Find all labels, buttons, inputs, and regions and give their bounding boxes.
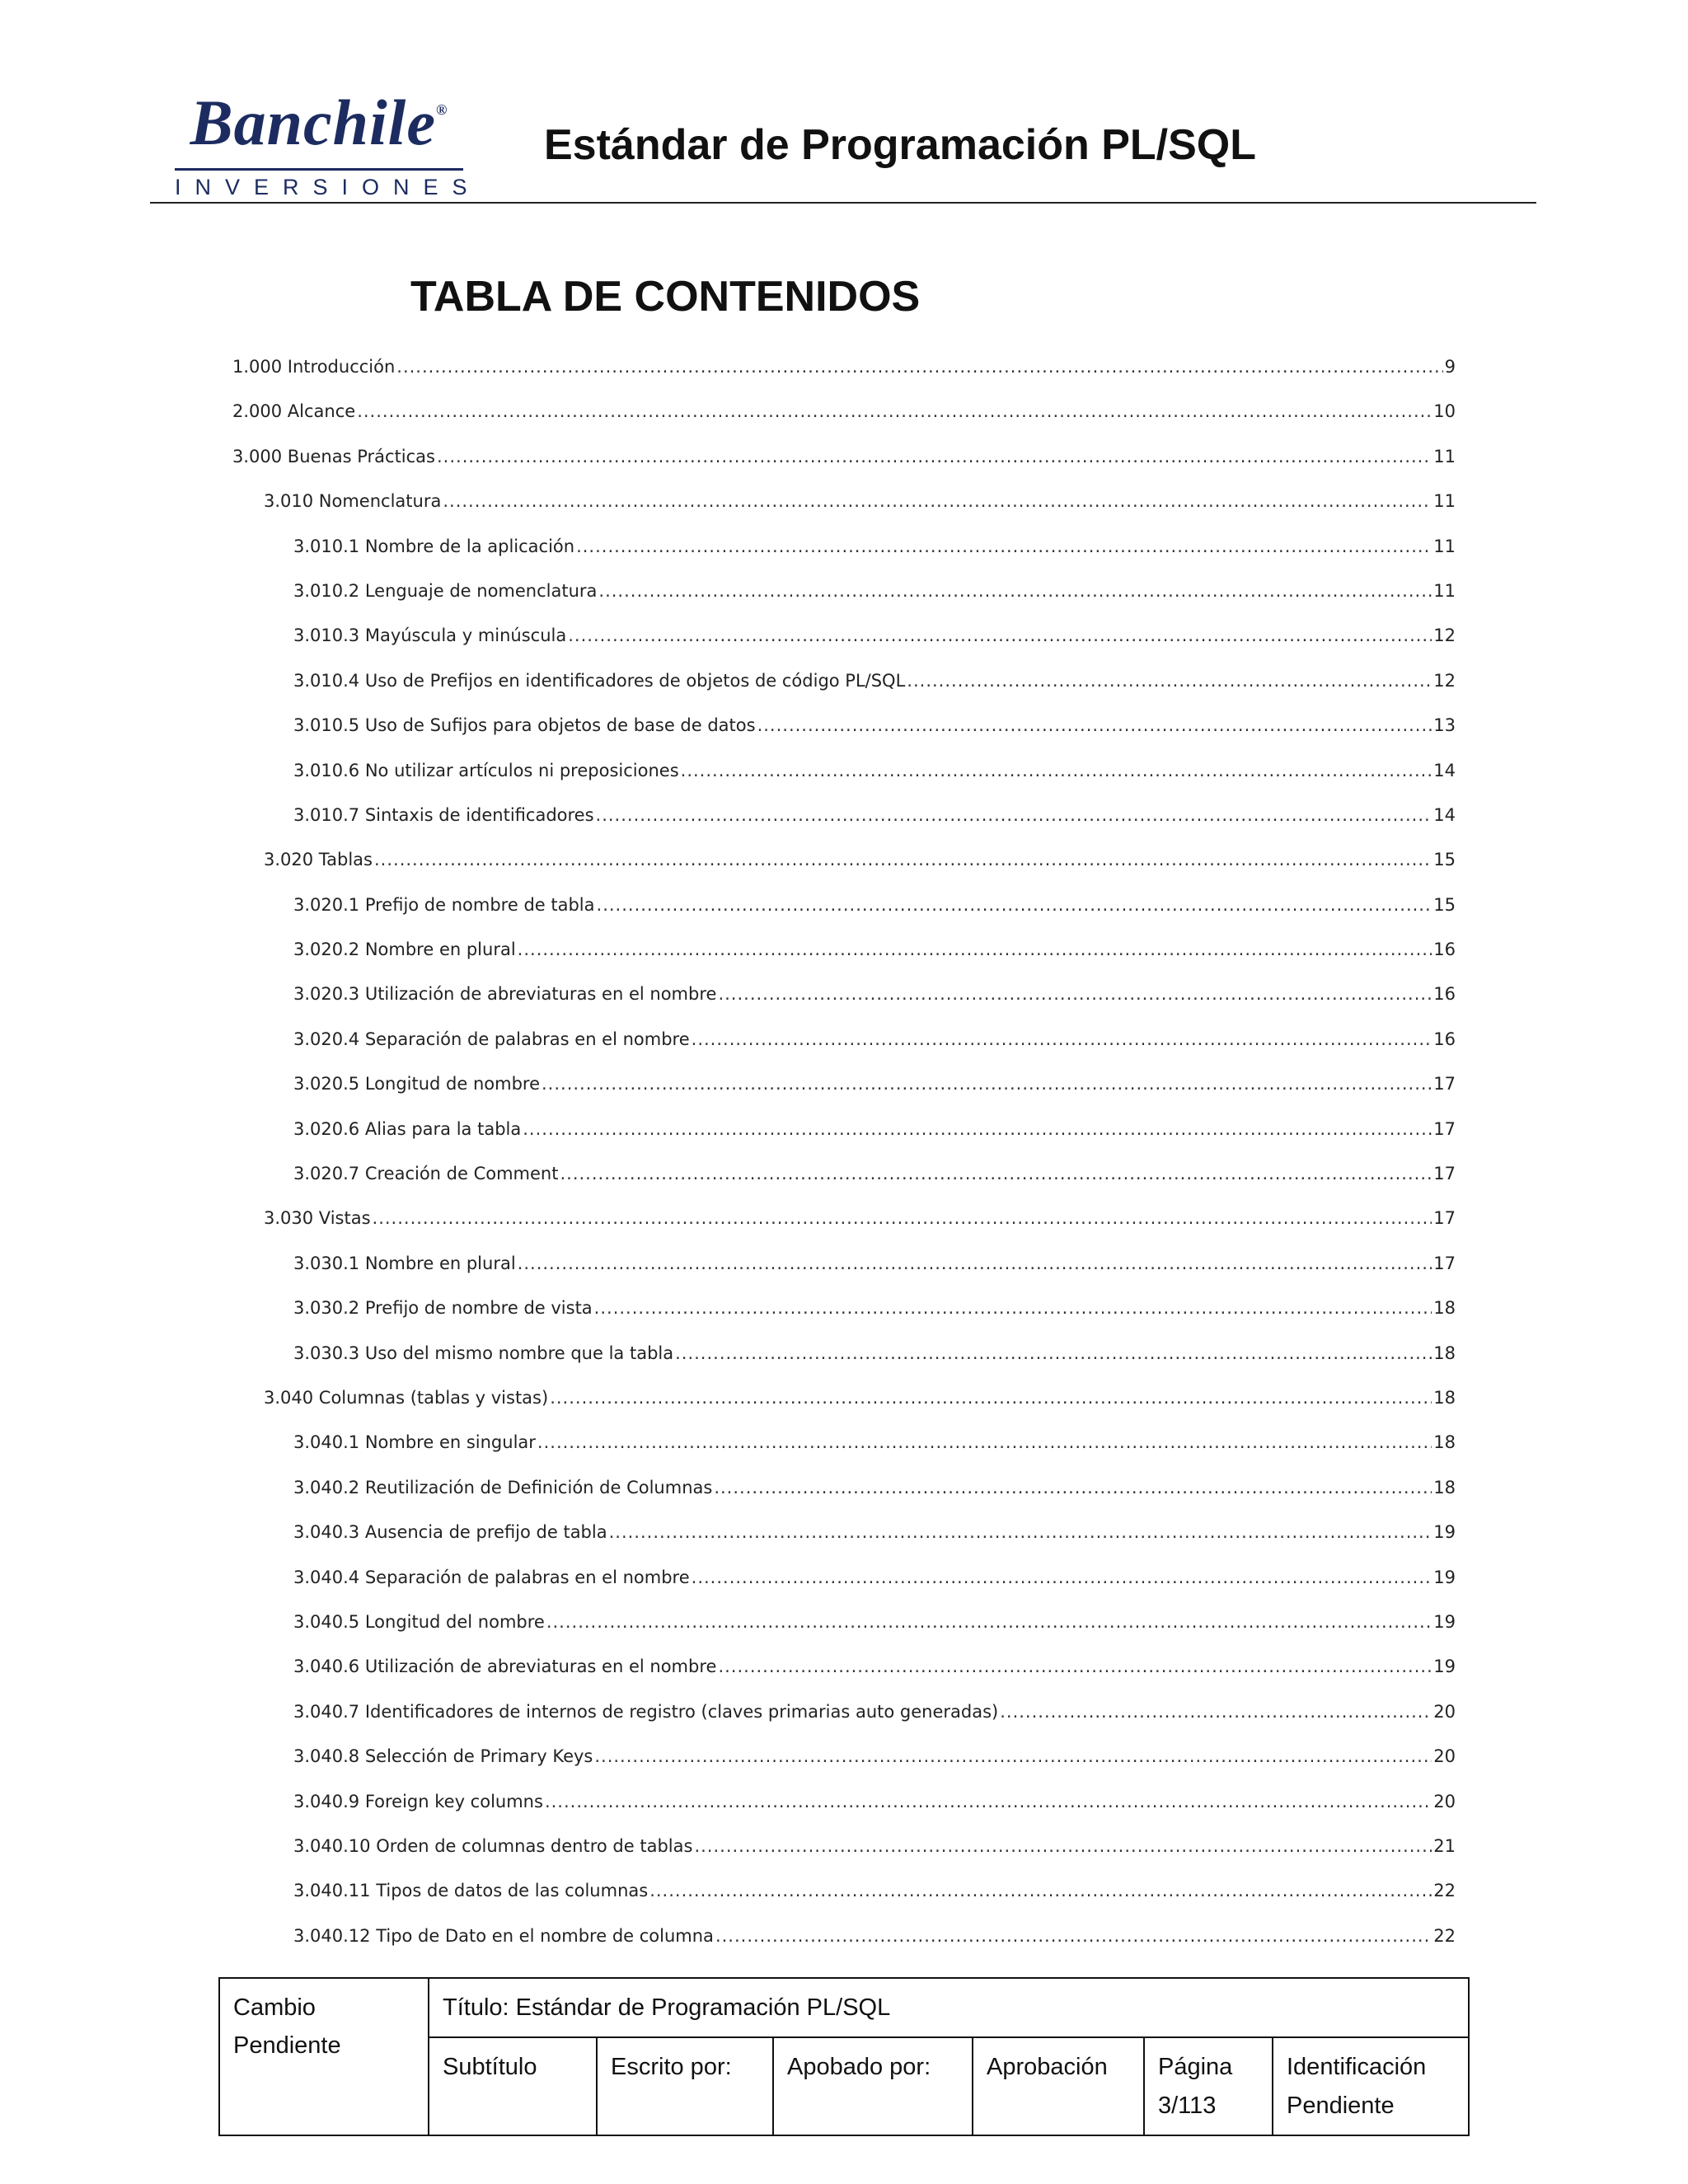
footer-page-cell bbox=[1144, 2037, 1273, 2135]
toc-entry-page: 11 bbox=[1433, 446, 1456, 466]
toc-entry-page: 10 bbox=[1433, 401, 1456, 422]
toc-entry-page: 19 bbox=[1433, 1657, 1456, 1677]
toc-entry-page: 16 bbox=[1433, 984, 1456, 1005]
toc-entry[interactable] bbox=[232, 489, 1456, 533]
toc-entry[interactable] bbox=[232, 1565, 1456, 1610]
toc-entry[interactable] bbox=[232, 1027, 1456, 1071]
toc-entry-label: 3.010.1 Nombre de la aplicación bbox=[293, 536, 575, 556]
toc-entry-page: 17 bbox=[1433, 1164, 1456, 1184]
toc-dot-leader bbox=[443, 489, 1432, 513]
toc-dot-leader bbox=[560, 1161, 1432, 1186]
toc-entry[interactable] bbox=[232, 1161, 1456, 1206]
toc-dot-leader bbox=[757, 713, 1432, 738]
toc-entry[interactable] bbox=[232, 534, 1456, 579]
footer-approval-cell: Aprobación bbox=[973, 2037, 1144, 2135]
toc-dot-leader bbox=[596, 803, 1432, 827]
toc-entry-label: 3.010.7 Sintaxis de identificadores bbox=[293, 804, 594, 825]
toc-dot-leader bbox=[357, 399, 1432, 424]
toc-dot-leader bbox=[373, 1206, 1432, 1230]
toc-entry-label: 3.010.5 Uso de Sufijos para objetos de base de datos bbox=[293, 715, 756, 736]
toc-dot-leader bbox=[1000, 1699, 1432, 1724]
toc-entry[interactable] bbox=[232, 1475, 1456, 1520]
toc-dot-leader bbox=[714, 1475, 1432, 1500]
toc-entry-page: 18 bbox=[1433, 1387, 1456, 1408]
toc-dot-leader bbox=[568, 623, 1432, 648]
toc-dot-leader bbox=[523, 1117, 1432, 1141]
toc-dot-leader bbox=[518, 1251, 1432, 1276]
toc-entry-page: 17 bbox=[1433, 1074, 1456, 1094]
toc-entry-label: 3.030 Vistas bbox=[264, 1208, 371, 1229]
toc-entry-label: 3.040.2 Reutilización de Definición de Columnas bbox=[293, 1477, 713, 1497]
toc-entry-label: 3.020.4 Separación de palabras en el nombre bbox=[293, 1029, 690, 1049]
toc-entry-page: 18 bbox=[1433, 1432, 1456, 1453]
toc-dot-leader bbox=[396, 354, 1442, 379]
toc-entry[interactable] bbox=[232, 1654, 1456, 1699]
toc-entry[interactable] bbox=[232, 354, 1456, 399]
toc-entry-label: 3.020.1 Prefijo de nombre de tabla bbox=[293, 894, 595, 915]
toc-entry[interactable] bbox=[232, 1385, 1456, 1430]
toc-entry-label: 3.040 Columnas (tablas y vistas) bbox=[264, 1387, 549, 1408]
toc-entry[interactable] bbox=[232, 893, 1456, 937]
toc-entry-label: 3.040.12 Tipo de Dato en el nombre de columna bbox=[293, 1925, 714, 1946]
toc-entry-label: 3.040.9 Foreign key columns bbox=[293, 1791, 543, 1811]
toc-entry-label: 3.040.7 Identificadores de internos de registro (claves primarias auto generadas) bbox=[293, 1701, 999, 1722]
toc-entry-page: 17 bbox=[1433, 1253, 1456, 1273]
toc-dot-leader bbox=[545, 1789, 1432, 1814]
toc-entry-label: 3.020.2 Nombre en plural bbox=[293, 940, 516, 960]
document-header-title: Estándar de Programación PL/SQL bbox=[544, 121, 1256, 169]
toc-entry-page: 11 bbox=[1433, 580, 1456, 601]
toc-dot-leader bbox=[594, 1744, 1432, 1769]
toc-entry-label: 3.010.4 Uso de Prefijos en identificadores de objetos de código PL/SQL bbox=[293, 670, 906, 691]
logo-subtitle: INVERSIONES bbox=[175, 175, 481, 199]
toc-entry[interactable] bbox=[232, 982, 1456, 1026]
toc-entry-page: 17 bbox=[1433, 1118, 1456, 1139]
toc-entry[interactable] bbox=[232, 1878, 1456, 1923]
toc-dot-leader bbox=[597, 893, 1432, 917]
toc-entry-page: 18 bbox=[1433, 1298, 1456, 1319]
toc-entry[interactable] bbox=[232, 1071, 1456, 1116]
footer-page-value: 3/113 bbox=[1158, 2092, 1217, 2119]
toc-entry-label: 3.040.10 Orden de columnas dentro de tablas bbox=[293, 1835, 693, 1856]
toc-dot-leader bbox=[675, 1341, 1432, 1366]
toc-dot-leader bbox=[681, 758, 1432, 783]
toc-entry-label: 3.010.2 Lenguaje de nomenclatura bbox=[293, 580, 598, 601]
header-divider bbox=[150, 202, 1536, 204]
toc-entry[interactable] bbox=[232, 937, 1456, 982]
toc-entry-page: 18 bbox=[1433, 1477, 1456, 1497]
toc-entry[interactable] bbox=[232, 1430, 1456, 1474]
toc-dot-leader bbox=[718, 982, 1432, 1006]
toc-dot-leader bbox=[694, 1834, 1432, 1858]
toc-entry[interactable] bbox=[232, 668, 1456, 713]
toc-entry-page: 20 bbox=[1433, 1746, 1456, 1767]
toc-entry-label: 3.010.3 Mayúscula y minúscula bbox=[293, 626, 567, 646]
toc-entry-page: 20 bbox=[1433, 1701, 1456, 1722]
footer-subtitle-cell: Subtítulo bbox=[429, 2037, 597, 2135]
toc-entry-page: 17 bbox=[1433, 1208, 1456, 1229]
toc-entry-label: 3.020.3 Utilización de abreviaturas en el nombre bbox=[293, 984, 717, 1005]
toc-entry-label: 3.000 Buenas Prácticas bbox=[232, 446, 435, 466]
toc-entry-label: 3.020.6 Alias para la tabla bbox=[293, 1118, 522, 1139]
toc-entry-page: 13 bbox=[1433, 715, 1456, 736]
toc-entry-label: 3.030.3 Uso del mismo nombre que la tabla bbox=[293, 1343, 674, 1363]
toc-heading: TABLA DE CONTENIDOS bbox=[410, 273, 921, 321]
toc-entry-page: 20 bbox=[1433, 1791, 1456, 1811]
toc-entry[interactable] bbox=[232, 803, 1456, 847]
toc-entry-page: 21 bbox=[1433, 1835, 1456, 1856]
toc-dot-leader bbox=[437, 444, 1432, 469]
toc-entry[interactable] bbox=[232, 1924, 1456, 1968]
toc-entry-page: 18 bbox=[1433, 1343, 1456, 1363]
toc-entry[interactable] bbox=[232, 1341, 1456, 1385]
logo-rule bbox=[175, 168, 463, 171]
toc-entry[interactable] bbox=[232, 1117, 1456, 1161]
toc-entry-label: 2.000 Alcance bbox=[232, 401, 356, 422]
toc-dot-leader bbox=[598, 579, 1432, 603]
toc-entry-label: 3.040.3 Ausencia de prefijo de tabla bbox=[293, 1522, 607, 1543]
table-of-contents bbox=[232, 354, 1456, 1968]
toc-entry-page: 12 bbox=[1433, 670, 1456, 691]
footer-written-by-cell: Escrito por: bbox=[597, 2037, 773, 2135]
toc-entry[interactable] bbox=[232, 1610, 1456, 1654]
toc-entry[interactable] bbox=[232, 1520, 1456, 1564]
toc-entry-page: 11 bbox=[1433, 536, 1456, 556]
toc-entry-page: 16 bbox=[1433, 1029, 1456, 1049]
toc-entry-page: 22 bbox=[1433, 1881, 1456, 1901]
toc-entry[interactable] bbox=[232, 444, 1456, 489]
toc-entry-page: 12 bbox=[1433, 626, 1456, 646]
toc-dot-leader bbox=[537, 1430, 1432, 1455]
toc-entry-label: 3.040.6 Utilización de abreviaturas en el nombre bbox=[293, 1657, 717, 1677]
logo-brand: Banchile® bbox=[190, 87, 448, 158]
toc-entry[interactable] bbox=[232, 1699, 1456, 1744]
toc-entry[interactable] bbox=[232, 1296, 1456, 1340]
toc-entry-page: 19 bbox=[1433, 1567, 1456, 1587]
toc-entry-page: 11 bbox=[1433, 491, 1456, 512]
toc-entry-page: 9 bbox=[1444, 357, 1456, 377]
company-logo bbox=[175, 87, 481, 206]
footer-status-cell bbox=[219, 1978, 429, 2135]
toc-entry-label: 3.040.11 Tipos de datos de las columnas bbox=[293, 1881, 649, 1901]
toc-dot-leader bbox=[715, 1924, 1432, 1948]
footer-id-line2: Pendiente bbox=[1287, 2092, 1395, 2119]
toc-entry[interactable] bbox=[232, 758, 1456, 803]
toc-dot-leader bbox=[518, 937, 1432, 962]
toc-dot-leader bbox=[907, 668, 1432, 693]
toc-entry-label: 3.030.1 Nombre en plural bbox=[293, 1253, 516, 1273]
toc-entry-label: 3.040.1 Nombre en singular bbox=[293, 1432, 536, 1453]
toc-entry-label: 3.010 Nomenclatura bbox=[264, 491, 442, 512]
toc-entry[interactable] bbox=[232, 1789, 1456, 1834]
footer-page-label: Página bbox=[1158, 2054, 1233, 2081]
toc-entry-page: 14 bbox=[1433, 760, 1456, 780]
toc-dot-leader bbox=[546, 1610, 1432, 1634]
toc-entry-page: 16 bbox=[1433, 940, 1456, 960]
toc-entry-page: 14 bbox=[1433, 804, 1456, 825]
toc-entry-label: 3.010.6 No utilizar artículos ni preposiciones bbox=[293, 760, 679, 780]
toc-dot-leader bbox=[692, 1027, 1432, 1052]
toc-entry-page: 15 bbox=[1433, 850, 1456, 870]
toc-entry[interactable] bbox=[232, 623, 1456, 668]
toc-entry-page: 15 bbox=[1433, 894, 1456, 915]
toc-dot-leader bbox=[692, 1565, 1432, 1590]
footer-approved-by-cell: Apobado por: bbox=[773, 2037, 973, 2135]
toc-entry[interactable] bbox=[232, 579, 1456, 623]
toc-entry[interactable] bbox=[232, 1206, 1456, 1250]
toc-dot-leader bbox=[609, 1520, 1432, 1544]
toc-entry[interactable] bbox=[232, 399, 1456, 443]
toc-dot-leader bbox=[718, 1654, 1432, 1679]
footer-title-cell: Título: Estándar de Programación PL/SQL bbox=[429, 1978, 1469, 2037]
toc-dot-leader bbox=[542, 1071, 1432, 1096]
toc-entry-label: 1.000 Introducción bbox=[232, 357, 396, 377]
toc-entry[interactable] bbox=[232, 1251, 1456, 1296]
toc-entry-label: 3.040.8 Selección de Primary Keys bbox=[293, 1746, 593, 1767]
toc-dot-leader bbox=[576, 534, 1432, 559]
toc-entry[interactable] bbox=[232, 713, 1456, 757]
toc-entry-label: 3.040.4 Separación de palabras en el nombre bbox=[293, 1567, 690, 1587]
toc-dot-leader bbox=[649, 1878, 1432, 1903]
toc-entry-page: 22 bbox=[1433, 1925, 1456, 1946]
toc-entry[interactable] bbox=[232, 1834, 1456, 1878]
footer-id-line1: Identificación bbox=[1287, 2054, 1427, 2081]
toc-entry-label: 3.020.7 Creación de Comment bbox=[293, 1164, 559, 1184]
toc-entry-label: 3.040.5 Longitud del nombre bbox=[293, 1611, 545, 1632]
toc-entry-label: 3.020 Tablas bbox=[264, 850, 373, 870]
toc-dot-leader bbox=[550, 1385, 1432, 1410]
footer-status-line1: Cambio bbox=[233, 1994, 316, 2021]
document-footer-table bbox=[218, 1977, 1470, 2136]
toc-dot-leader bbox=[594, 1296, 1432, 1320]
toc-entry-label: 3.030.2 Prefijo de nombre de vista bbox=[293, 1298, 593, 1319]
toc-dot-leader bbox=[374, 847, 1432, 872]
toc-entry[interactable] bbox=[232, 847, 1456, 892]
toc-entry-page: 19 bbox=[1433, 1611, 1456, 1632]
footer-identification-cell bbox=[1273, 2037, 1469, 2135]
footer-status-line2: Pendiente bbox=[233, 2032, 341, 2060]
toc-entry-label: 3.020.5 Longitud de nombre bbox=[293, 1074, 540, 1094]
toc-entry-page: 19 bbox=[1433, 1522, 1456, 1543]
toc-entry[interactable] bbox=[232, 1744, 1456, 1788]
